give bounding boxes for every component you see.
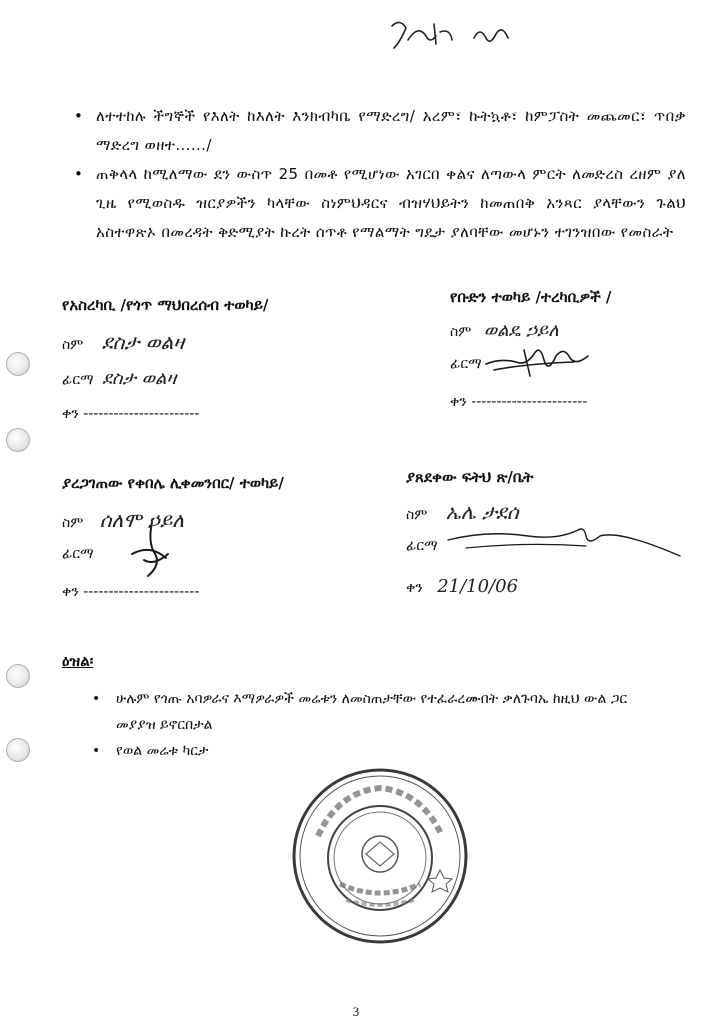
date-label: ቀን bbox=[406, 580, 423, 596]
signature-scribble bbox=[446, 526, 686, 556]
name-line bbox=[62, 330, 268, 354]
signature-block-community-rep bbox=[62, 296, 268, 430]
signature-label: ፊርማ bbox=[406, 538, 438, 554]
note-item: • ሁሉም የጎጡ አባዎራና እማዎራዎች መሬቱን ለመስጠታቸው የተፈራረሙበት ቃለጉባኤ ከዚህ ውል ጋር መያያዝ ይኖርበታል bbox=[90, 686, 650, 738]
block-title: ያረጋገጠው የቀበሌ ሊቀመንበር/ ተወካይ/ bbox=[62, 474, 284, 492]
signature-block-kebele-rep bbox=[62, 474, 284, 608]
punch-hole bbox=[6, 352, 30, 376]
date-dots: ----------------------- bbox=[471, 394, 588, 410]
signature-line bbox=[62, 368, 268, 392]
date-value: 21/10/06 bbox=[437, 576, 519, 597]
punch-hole bbox=[6, 428, 30, 452]
signature-label: ፊርማ bbox=[450, 356, 482, 372]
date-dots: ----------------------- bbox=[83, 406, 200, 422]
signature-line bbox=[406, 538, 533, 562]
obligation-item: • ለተተከሉ ችግኞች የእለት ከእለት እንክብካቤ የማድረግ/ አረም፣ ኩትኳቶ፣ ከምፓስት መጨመር፣ ጥበቃ ማድረግ ወዘተ....../ bbox=[66, 102, 686, 160]
name-label: ስም bbox=[62, 515, 84, 531]
date-line bbox=[406, 576, 533, 600]
date-label: ቀን bbox=[450, 394, 467, 410]
signature-block-justice-office bbox=[406, 468, 533, 600]
signature-scribble bbox=[122, 520, 182, 580]
name-value: ኤሌ ታደሰ bbox=[445, 500, 519, 524]
signature-line bbox=[62, 546, 284, 570]
obligation-item: • ጠቅላላ ከሚለማው ደን ውስጥ 25 በመቶ የሚሆነው አገርበ ቀልና ለጣውላ ምርት ለመድረስ ረዘም ያለ ጊዜ የሚወስዱ ዝርያዎችን ካላቸው ስነምህዳርና ብዝሃህይትን ከመጠበቅ አንጻር ያላቸውን ጉልህ አስተዋጽኦ በመረዳት ቅድሚያት ኩረት ሰጥቶ የማልማት ግዴታ ያለባቸው መሆኑን ተገንዝበው የመስራት bbox=[66, 160, 686, 247]
date-line bbox=[62, 406, 268, 430]
name-label: ስም bbox=[450, 324, 472, 340]
block-title: የአስረካቢ /የጎጥ ማህበረሰብ ተወካይ/ bbox=[62, 296, 269, 314]
name-label: ስም bbox=[62, 337, 84, 353]
signature-label: ፊርማ bbox=[62, 546, 94, 562]
date-label: ቀን bbox=[62, 406, 79, 422]
signature-scribble bbox=[484, 342, 594, 382]
signature-label: ፊርማ bbox=[62, 372, 94, 388]
obligations-list bbox=[66, 102, 686, 247]
date-line bbox=[62, 584, 284, 608]
signature-line bbox=[450, 356, 611, 380]
name-line bbox=[406, 500, 533, 524]
date-dots: ----------------------- bbox=[83, 584, 200, 600]
date-line bbox=[450, 394, 611, 418]
official-seal-stamp bbox=[290, 766, 470, 946]
name-line bbox=[450, 320, 611, 344]
note-list bbox=[90, 686, 650, 764]
signature-block-group-rep bbox=[450, 288, 611, 418]
punch-hole bbox=[6, 738, 30, 762]
name-value: ወልዴ ኃይለ bbox=[483, 320, 559, 341]
note-title: ዕዝል፡ bbox=[62, 652, 94, 670]
name-label: ስም bbox=[406, 507, 428, 523]
block-title: ያጸደቀው ፍትህ ጽ/ቤት bbox=[406, 468, 534, 486]
page-number: 3 bbox=[352, 1004, 360, 1019]
punch-hole bbox=[6, 664, 30, 688]
note-item: • የወል መሬቱ ካርታ bbox=[90, 738, 650, 764]
name-value: ደስታ ወልዛ bbox=[101, 330, 185, 354]
signature-value: ደስታ ወልዛ bbox=[102, 368, 177, 389]
name-value: ሰለሞ ኃይለ bbox=[99, 508, 184, 532]
block-title: የቡድን ተወካይ /ተረካቢዎች / bbox=[450, 288, 612, 306]
date-label: ቀን bbox=[62, 584, 79, 600]
